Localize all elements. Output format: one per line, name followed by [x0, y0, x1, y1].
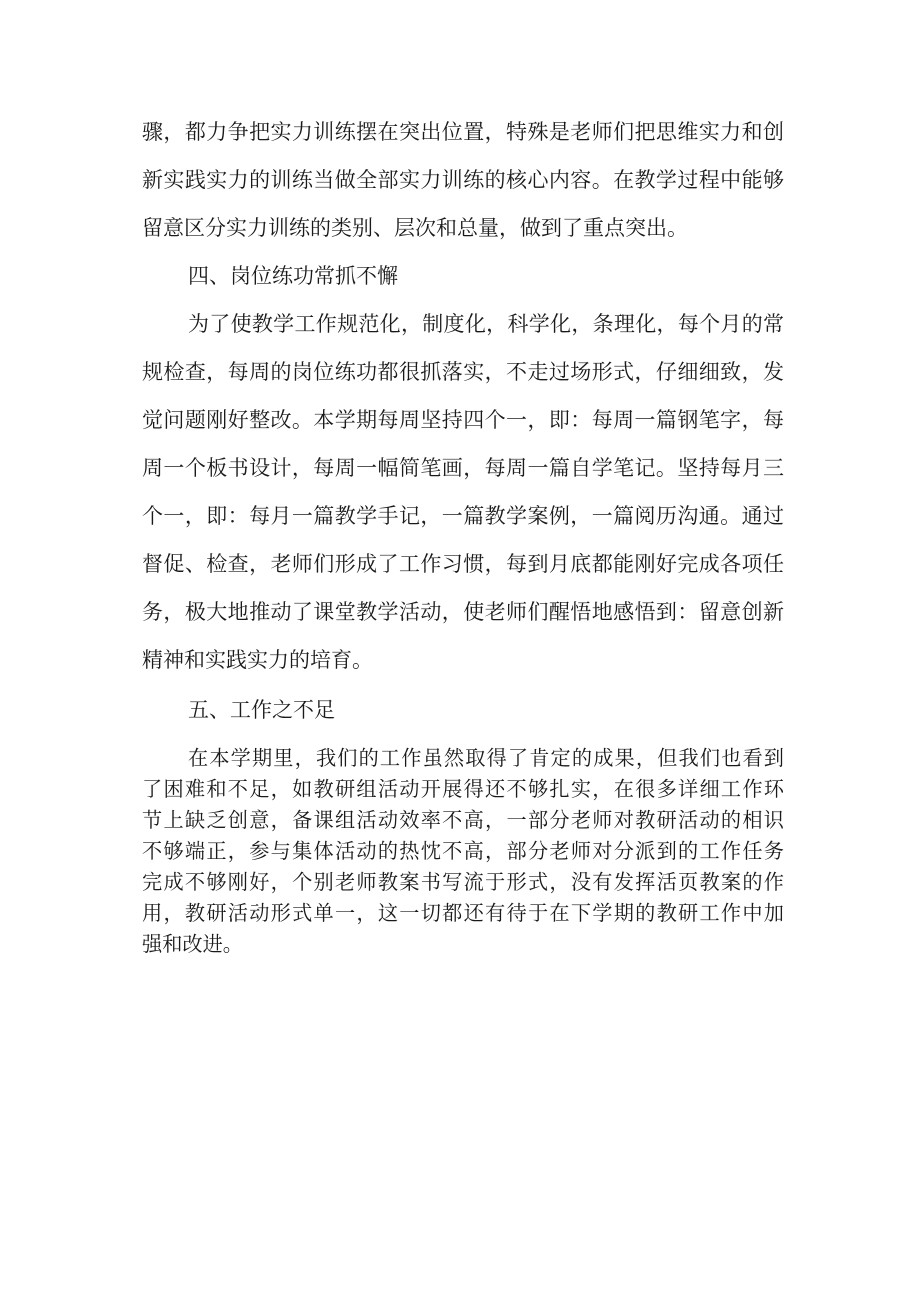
paragraph-line: 个一，即：每月一篇教学手记，一篇教学案例，一篇阅历沟通。通过: [142, 504, 784, 528]
paragraph-line: 留意区分实力训练的类别、层次和总量，做到了重点突出。: [142, 216, 688, 240]
paragraph-line: 精神和实践实力的培育。: [142, 648, 373, 672]
paragraph-line: 觉问题刚好整改。本学期每周坚持四个一，即：每周一篇钢笔字，每: [142, 408, 784, 432]
paragraph-line: 强和改进。: [142, 932, 243, 956]
paragraph-line: 用，教研活动形式单一，这一切都还有待于在下学期的教研工作中加: [142, 901, 784, 925]
paragraph-line: 务，极大地推动了课堂教学活动，使老师们醒悟地感悟到：留意创新: [142, 600, 784, 624]
paragraph-line: 了困难和不足，如教研组活动开展得还不够扎实，在很多详细工作环: [142, 777, 784, 801]
section-heading: 四、岗位练功常抓不懈: [188, 264, 398, 288]
paragraph-line: 新实践实力的训练当做全部实力训练的核心内容。在教学过程中能够: [142, 168, 784, 192]
paragraph-line: 为了使教学工作规范化，制度化，科学化，条理化，每个月的常: [188, 312, 784, 336]
paragraph-line: 规检查，每周的岗位练功都很抓落实，不走过场形式，仔细细致，发: [142, 360, 784, 384]
paragraph-line: 在本学期里，我们的工作虽然取得了肯定的成果，但我们也看到: [188, 746, 784, 770]
paragraph-line: 督促、检查，老师们形成了工作习惯，每到月底都能刚好完成各项任: [142, 552, 784, 576]
paragraph-line: 周一个板书设计，每周一幅简笔画，每周一篇自学笔记。坚持每月三: [142, 456, 784, 480]
section-heading: 五、工作之不足: [188, 698, 335, 722]
paragraph-line: 完成不够刚好，个别老师教案书写流于形式，没有发挥活页教案的作: [142, 870, 784, 894]
paragraph-line: 不够端正，参与集体活动的热忱不高，部分老师对分派到的工作任务: [142, 839, 784, 863]
paragraph-line: 节上缺乏创意，备课组活动效率不高，一部分老师对教研活动的相识: [142, 808, 784, 832]
paragraph-line: 骤，都力争把实力训练摆在突出位置，特殊是老师们把思维实力和创: [142, 120, 784, 144]
